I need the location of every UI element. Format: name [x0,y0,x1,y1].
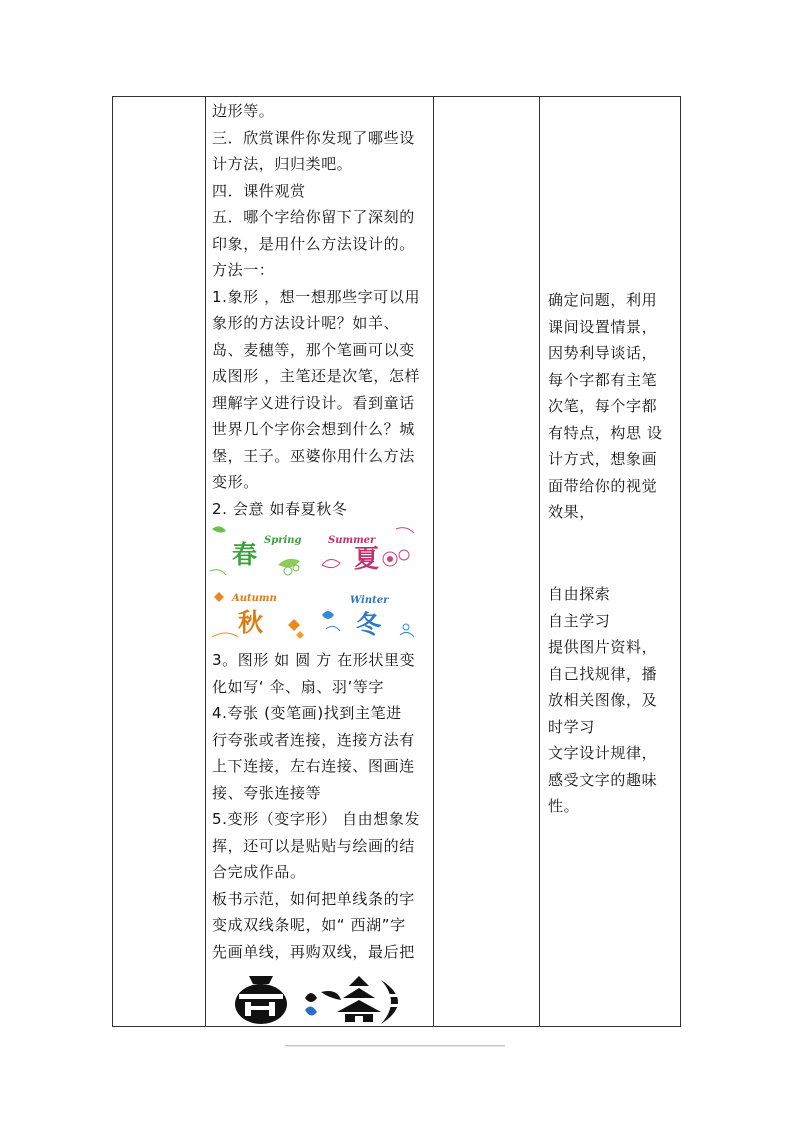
text-line: 2. 会意 如春夏秋冬 [212,499,348,518]
text-line: 堡，王子。巫婆你用什么方法 [212,446,415,465]
text-line: 确定问题，利用 [548,291,658,309]
text-line: 提供图片资料， [548,638,658,656]
season-card-winter [316,585,420,644]
text-line: 变成双线条呢，如“ 西湖”字 [212,916,406,934]
text-line: 感受文字的趣味 [548,770,658,789]
text-line: 因势利导谈话， [548,344,658,362]
teaching-content-text [212,97,433,522]
text-line: 次笔，每个字都 [548,397,658,415]
spring-decoration-icon [208,521,312,580]
text-line: 岛、麦穗等，那个笔画可以变 [212,340,415,359]
text-line: 边形等。 [212,102,275,120]
season-card-autumn [208,585,312,644]
text-line: 合完成作品。 [212,863,306,881]
text-line: 计方式，想象画 [548,450,658,468]
season-eng: Winter [350,595,389,606]
text-line: 时学习 [548,717,595,736]
text-line: 理解字义进行设计。看到童话 [212,393,415,412]
season-illustrations [208,521,421,646]
season-card-summer [316,521,420,580]
text-line: 放相关图像，及 [548,691,658,709]
text-line: 文字设计规律， [548,744,658,762]
text-line: 板书示范，如何把单线条的字 [212,889,415,908]
text-line: 三．欣赏课件你发现了哪些设 [212,128,415,147]
design-intent-group-2 [548,581,657,820]
text-line: 自主学习 [548,611,611,630]
text-line: 四．课件观赏 [212,181,306,200]
text-line: 五．哪个字给你留下了深刻的 [212,208,415,226]
text-line: 挥，还可以是贴贴与绘画的结 [212,836,415,855]
season-char: 冬 [356,610,382,639]
text-line: 变形。 [212,473,259,491]
lesson-plan-table [112,96,681,1027]
season-card-spring [208,521,312,580]
text-line: 5.变形（变字形） 自由想象发 [212,810,421,828]
text-line: 效果， [548,503,595,521]
text-line: 3。图形 如 圆 方 在形状里变 [212,651,416,669]
text-line: 课间设置情景， [548,317,658,336]
text-line: 4.夸张 (变笔画)找到主笔进 [212,704,402,722]
season-char: 秋 [238,608,264,637]
season-char: 春 [232,540,258,569]
text-line: 上下连接，左右连接、图画连 [212,757,415,775]
text-line: 世界几个字你会想到什么？城 [212,420,415,438]
text-line: 每个字都有主笔 [548,370,658,389]
text-line: 性。 [548,797,580,815]
text-line: 有特点，构思 设 [548,423,663,442]
teaching-content-text-continued [212,647,420,965]
text-line: 1.象形 ，想一想那些字可以用 [212,287,421,306]
text-line: 印象，是用什么方法设计的。 [212,234,415,253]
text-line: 先画单线，再购双线，最后把 [212,942,415,961]
season-eng: Summer [328,535,376,546]
text-line: 象形的方法设计呢？如羊、 [212,314,400,332]
season-char: 夏 [354,544,380,573]
text-line: 自己找规律，播 [548,664,658,683]
text-line: 行夸张或者连接，连接方法有 [212,730,415,749]
text-line: 化如写‘ 伞、扇、羽’等字 [212,677,385,696]
text-line: 自由探索 [548,585,611,603]
text-line: 面带给你的视觉 [548,476,658,495]
xihu-double-line-characters-icon [231,972,416,1027]
column-divider-2 [433,97,434,1026]
season-eng: Autumn [232,593,277,604]
text-line: 方法一： [212,261,275,279]
text-line: 接、夸张连接等 [212,783,322,802]
season-eng: Spring [264,535,302,546]
text-line: 成图形 ，主笔还是次笔，怎样 [212,367,421,385]
design-intent-group-1 [548,287,663,526]
column-divider-3 [539,97,540,1026]
text-line: 计方法，归归类吧。 [212,155,353,173]
footer-watermark-mark [285,1044,505,1048]
